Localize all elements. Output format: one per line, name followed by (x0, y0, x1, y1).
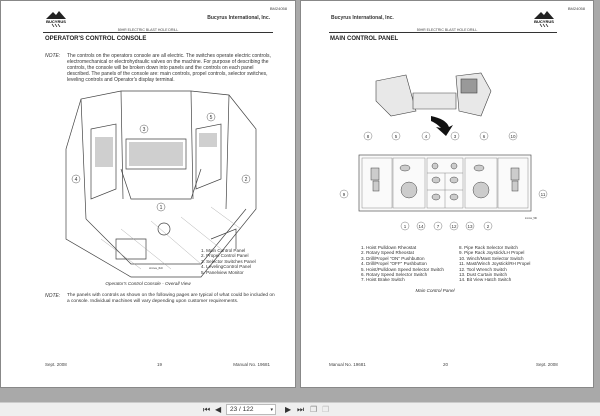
legend-item: 14. Bit View Hatch Switch (459, 277, 512, 283)
svg-text:BUCYRUS: BUCYRUS (534, 19, 554, 24)
page-display: 23 / 122 (230, 406, 254, 413)
callout-9: 9 (342, 192, 346, 197)
legend-item: 1. Hoist Pulldown Rheostat (361, 245, 417, 250)
callout-4: 4 (74, 177, 78, 183)
document-page-19 (0, 0, 296, 388)
callout-12: 12 (451, 224, 457, 229)
legend-item: 10. Winch/Mast Selector Switch (459, 255, 524, 261)
legend-item: 8. Pipe Rack Selector Switch (459, 245, 518, 250)
figure-code: cnsva_6dr (149, 266, 163, 270)
legend-item: 4. LevelingControl Panel (201, 264, 252, 270)
callout-5: 5 (209, 115, 213, 121)
bucyrus-logo (43, 9, 69, 27)
document-code: BM24058 (269, 6, 287, 11)
callout-3: 3 (453, 134, 457, 139)
footer-page-number: 19 (157, 362, 163, 367)
legend-item: 13. Dust Curtain Switch (459, 272, 507, 278)
legend-item: 2. Propel Control Panel (201, 253, 249, 259)
footer-manual-number: Manual No. 19681 (329, 362, 366, 367)
figure-caption: Operator's Control Console - Overall View (105, 281, 191, 286)
last-page-button[interactable]: ⏭ (297, 405, 305, 414)
pdf-navigation-toolbar (0, 402, 600, 416)
legend-item: 2. Rotary Speed Rheostat (361, 250, 414, 256)
legend-item: 6. Rotary Speed Selector Switch (361, 272, 428, 278)
previous-page-button[interactable]: ◀ (215, 405, 222, 414)
callout-11: 11 (540, 192, 546, 197)
callout-2: 2 (486, 224, 490, 229)
legend-column-2 (459, 245, 530, 283)
legend-item: 5. Hoist/Pulldown Speed Selector Switch (361, 266, 444, 272)
callout-8: 8 (366, 134, 370, 139)
legend-column-1 (361, 245, 444, 283)
header-rule (43, 32, 273, 33)
note-label: NOTE: (45, 53, 61, 59)
document-subtitle: 59HR ELECTRIC BLAST HOLE DRILL (416, 28, 478, 32)
footer-page-number: 20 (443, 362, 449, 367)
figure-code: mcnsv_59r (524, 217, 538, 220)
footer-manual-number: Manual No. 19681 (233, 362, 270, 367)
figure-caption: Main Control Panel (415, 288, 455, 293)
copy-icon[interactable]: ❐ (310, 405, 318, 414)
callout-14: 14 (418, 224, 424, 229)
note-label: NOTE: (45, 293, 61, 299)
callout-5: 5 (394, 134, 398, 139)
note-text: The controls on the operators console are all electric. The switches operate electric controls, electromechanical or electrohydraulic valves on the machine. For purpose of describing the controls, the console will be broken down into panels and the controls on each panel described. The panels of the console are: main controls, propel controls, selector switches, leveling controls and Operator's display terminal. (67, 53, 271, 83)
callout-6: 6 (482, 134, 486, 139)
callout-13: 13 (467, 224, 473, 229)
bucyrus-logo (531, 9, 557, 27)
svg-text:BUCYRUS: BUCYRUS (46, 19, 66, 24)
legend-item: 7. Hoist Brake Switch (361, 277, 405, 283)
legend-item: 5. Panelview Monitor (201, 269, 244, 275)
chevron-down-icon[interactable]: ▾ (270, 407, 273, 413)
legend-item: 3. Drill/Propel "ON" Pushbutton (361, 255, 425, 261)
header-rule (329, 32, 557, 33)
figure-legend (201, 248, 256, 275)
legend-item: 11. Mast/Winch Joystick/RH Propel (459, 261, 531, 267)
callout-1: 1 (159, 205, 163, 211)
note-2 (45, 293, 277, 313)
first-page-button[interactable]: ⏮ (203, 405, 211, 414)
legend-item: 9. Pipe Rack Joystick/LH Propel (459, 250, 525, 256)
paste-icon[interactable]: ❐ (322, 405, 330, 414)
company-name: Bucyrus International, Inc. (207, 15, 270, 21)
next-page-button[interactable]: ▶ (285, 405, 292, 414)
document-subtitle: 59HR ELECTRIC BLAST HOLE DRILL (117, 28, 179, 32)
note-text: The panels with controls as shown on the following pages are typical of what could be included on a console. Individual machines will vary depending upon customer requirements. (67, 293, 275, 304)
callout-10: 10 (510, 134, 516, 139)
legend-item: 4. Drill/Propel "OFF" Pushbutton (361, 261, 427, 267)
footer-date: Sept. 2008 (45, 362, 67, 367)
callout-1: 1 (403, 224, 407, 229)
callout-3: 3 (142, 127, 146, 133)
section-title: MAIN CONTROL PANEL (330, 36, 399, 42)
legend-item: 12. Tool Wrench Switch (459, 266, 507, 272)
main-control-panel-figure (331, 71, 571, 239)
legend-item: 1. Main Control Panel (201, 248, 246, 253)
document-page-20 (300, 0, 594, 388)
callout-2: 2 (244, 177, 248, 183)
section-title: OPERATOR'S CONTROL CONSOLE (45, 36, 147, 42)
callout-4: 4 (424, 134, 428, 139)
page-number-input[interactable] (226, 404, 276, 415)
legend-item: 3. Selector Switches Panel (201, 258, 256, 264)
callout-7: 7 (436, 224, 440, 229)
note-1 (45, 53, 277, 85)
company-name: Bucyrus International, Inc. (331, 15, 394, 21)
document-code: BM24058 (567, 6, 585, 11)
footer-date: Sept. 2008 (536, 362, 558, 367)
